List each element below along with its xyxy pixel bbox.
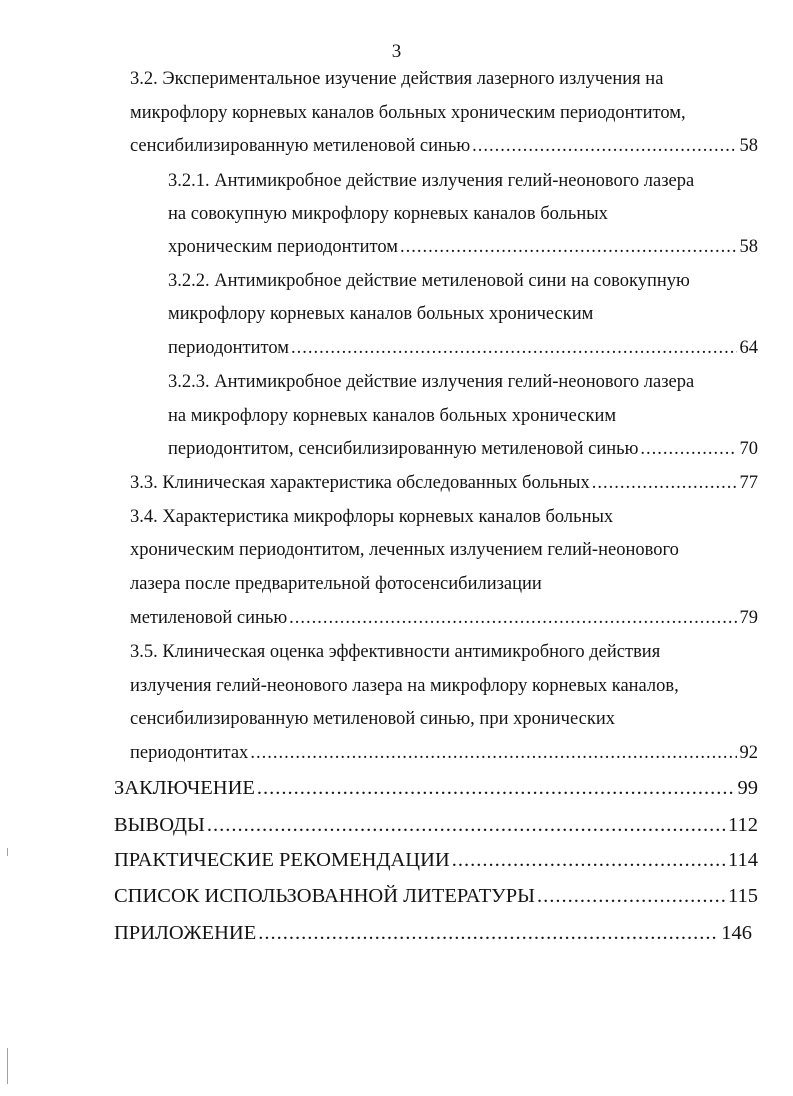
dot-leader (207, 808, 725, 842)
toc-entry-findings[interactable] (114, 808, 758, 842)
toc-page-number: 146 (721, 922, 752, 944)
toc-line: периодонтитах (130, 743, 249, 763)
toc-line: 3.2.2. Антимикробное действие метиленовой сини на совокупную (168, 271, 690, 291)
toc-page-number: 114 (728, 849, 758, 871)
toc-entry-3-2-1[interactable] (168, 232, 758, 262)
toc-line: 3.2. Экспериментальное изучение действия лазерного излучения на (130, 69, 664, 89)
toc-line: 3.5. Клиническая оценка эффективности антимикробного действия (130, 642, 661, 662)
toc-line: микрофлору корневых каналов больных хроническим (168, 304, 594, 324)
dot-leader (452, 843, 725, 877)
toc-line: ЗАКЛЮЧЕНИЕ (114, 777, 255, 799)
dot-leader (537, 879, 725, 913)
toc-line: ПРАКТИЧЕСКИЕ РЕКОМЕНДАЦИИ (114, 849, 450, 871)
toc-line: периодонтитом, сенсибилизированную метиленовой синью (168, 439, 639, 459)
scan-artifact (7, 1048, 8, 1084)
dot-leader (592, 468, 737, 498)
toc-entry-conclusion[interactable] (114, 771, 758, 805)
dot-leader (472, 131, 736, 161)
dot-leader (400, 232, 737, 262)
toc-line: сенсибилизированную метиленовой синью, при хронических (130, 709, 615, 729)
dot-leader (640, 434, 736, 464)
toc-line: хроническим периодонтитом, леченных излучением гелий-неонового (130, 540, 679, 560)
toc-entry-recommendations[interactable] (114, 843, 758, 877)
toc-entry-appendix[interactable] (114, 916, 752, 950)
toc-page-number: 92 (739, 743, 758, 763)
toc-page-number: 64 (739, 338, 758, 358)
dot-leader (258, 916, 718, 950)
toc-entry-3-5[interactable] (130, 738, 758, 768)
toc-page-number: 58 (739, 237, 758, 257)
toc-page-number: 115 (728, 885, 758, 907)
toc-line: излучения гелий-неонового лазера на микрофлору корневых каналов, (130, 676, 679, 696)
toc-page-number: 99 (737, 777, 758, 799)
toc-page-number: 112 (728, 814, 758, 836)
toc-line: 3.3. Клиническая характеристика обследованных больных (130, 473, 590, 493)
dot-leader (289, 603, 736, 633)
page-number: 3 (391, 41, 402, 62)
toc-line: периодонтитом (168, 338, 289, 358)
toc-line: ПРИЛОЖЕНИЕ (114, 922, 257, 944)
toc-page-number: 79 (739, 608, 758, 628)
toc-entry-3-3[interactable] (130, 468, 758, 498)
toc-line: СПИСОК ИСПОЛЬЗОВАННОЙ ЛИТЕРАТУРЫ (114, 885, 535, 907)
dot-leader (257, 771, 735, 805)
toc-entry-3-2-3[interactable] (168, 434, 758, 464)
toc-line: микрофлору корневых каналов больных хроническим периодонтитом, (130, 103, 686, 123)
toc-line: 3.2.3. Антимикробное действие излучения гелий-неонового лазера (168, 372, 695, 392)
toc-page-number: 77 (739, 473, 758, 493)
scan-artifact (7, 848, 8, 856)
toc-line: хроническим периодонтитом (168, 237, 398, 257)
toc-line: на совокупную микрофлору корневых каналов больных (168, 204, 608, 224)
dot-leader (291, 333, 737, 363)
dot-leader (250, 738, 736, 768)
toc-line: 3.2.1. Антимикробное действие излучения гелий-неонового лазера (168, 171, 695, 191)
toc-entry-3-4[interactable] (130, 603, 758, 633)
toc-line: на микрофлору корневых каналов больных хроническим (168, 406, 617, 426)
toc-line: метиленовой синью (130, 608, 288, 628)
toc-entry-references[interactable] (114, 879, 758, 913)
toc-line: сенсибилизированную метиленовой синью (130, 136, 471, 156)
toc-page-number: 58 (739, 136, 758, 156)
toc-line: 3.4. Характеристика микрофлоры корневых каналов больных (130, 507, 614, 527)
toc-entry-3-2-2[interactable] (168, 333, 758, 363)
toc-entry-3-2[interactable] (130, 131, 758, 161)
toc-line: ВЫВОДЫ (114, 814, 205, 836)
toc-line: лазера после предварительной фотосенсибилизации (130, 574, 542, 594)
toc-page-number: 70 (739, 439, 758, 459)
